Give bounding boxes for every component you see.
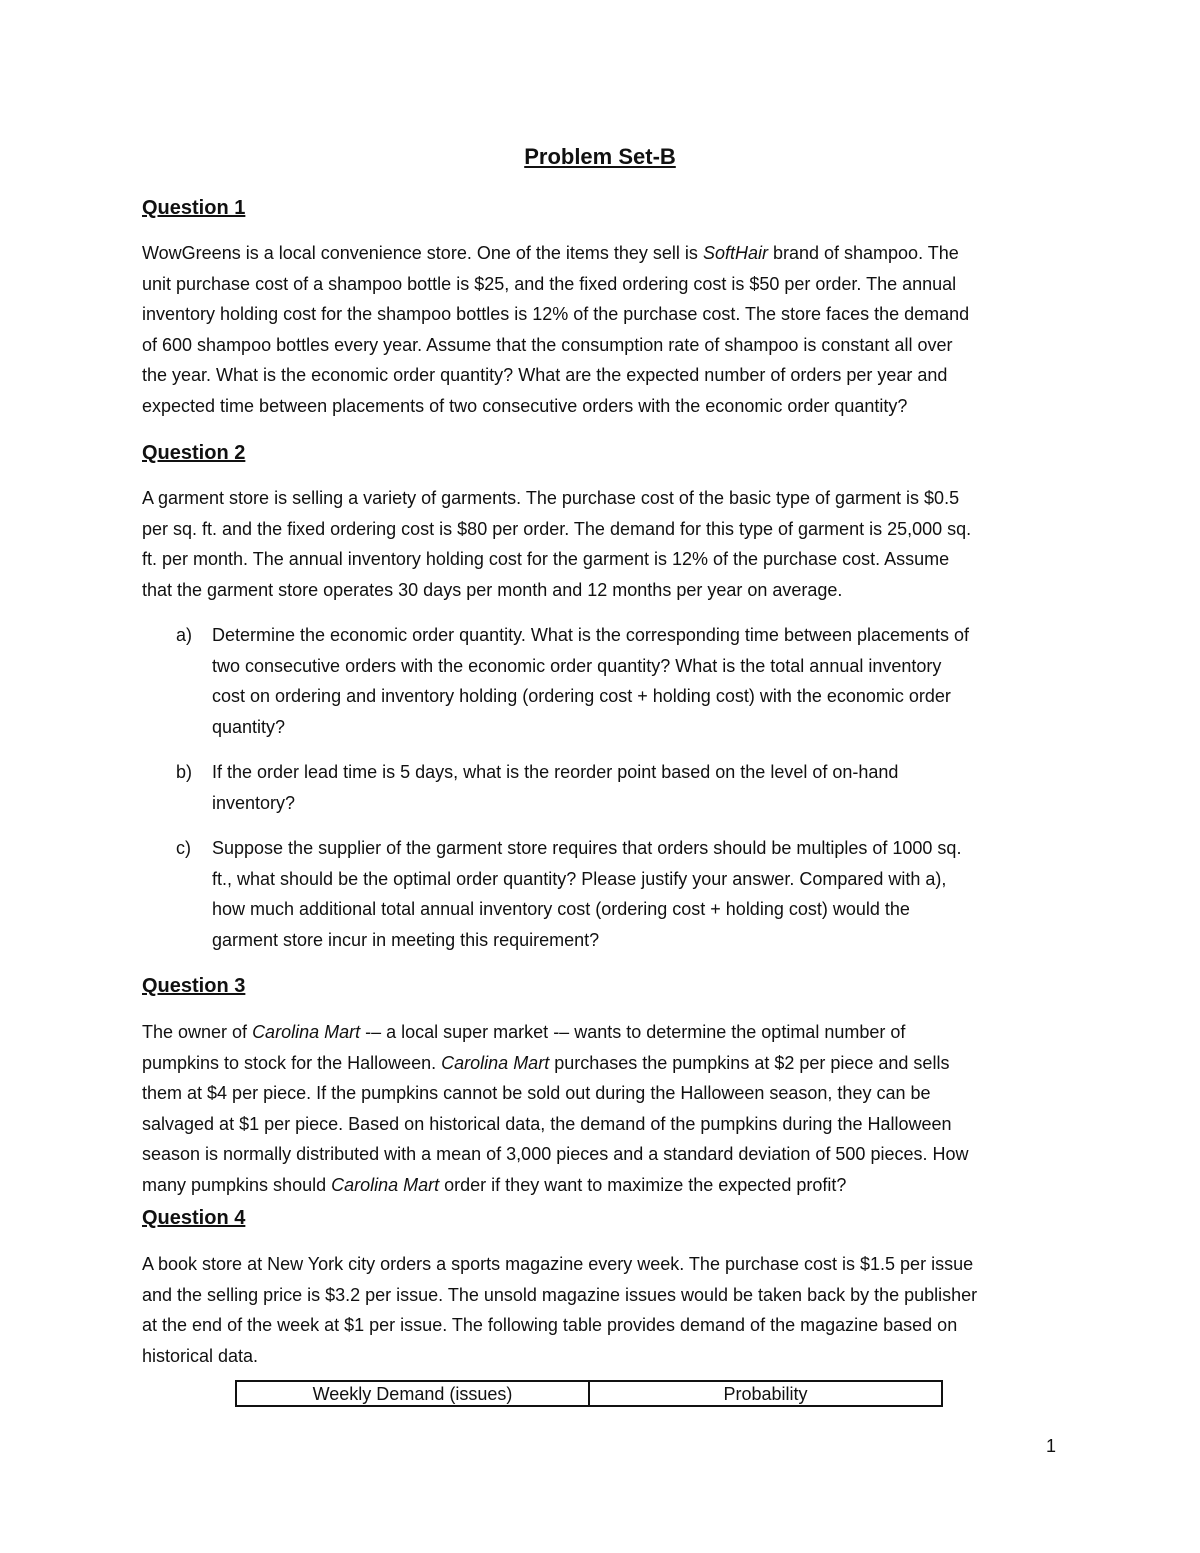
question-3-line: pumpkins to stock for the Halloween. Carolina Mart purchases the pumpkins at $2 per piece and sells — [142, 1052, 950, 1073]
question-1-line: unit purchase cost of a shampoo bottle is $25, and the fixed ordering cost is $50 per order. The annual — [142, 273, 957, 294]
item-line: cost on ordering and inventory holding (ordering cost + holding cost) with the economic order — [212, 686, 951, 707]
item-line: Determine the economic order quantity. What is the corresponding time between placements of — [212, 625, 970, 645]
question-4-line: at the end of the week at $1 per issue. The following table provides demand of the magazine based on — [142, 1315, 958, 1336]
question-2-line: that the garment store operates 30 days per month and 12 months per year on average. — [142, 579, 843, 600]
question-3-line: season is normally distributed with a mean of 3,000 pieces and a standard deviation of 500 pieces. How — [142, 1144, 969, 1165]
item-label: c) — [176, 838, 191, 858]
question-1-text — [142, 238, 969, 422]
question-3-line: many pumpkins should Carolina Mart order if they want to maximize the expected profit? — [142, 1174, 847, 1195]
table-header-weekly-demand: Weekly Demand (issues) — [312, 1384, 513, 1404]
question-2-heading: Question 2 — [142, 442, 246, 464]
question-3-line: them at $4 per piece. If the pumpkins cannot be sold out during the Halloween season, they can be — [142, 1083, 931, 1104]
question-4-line: A book store at New York city orders a sports magazine every week. The purchase cost is $1.5 per issue — [142, 1254, 974, 1274]
item-line: If the order lead time is 5 days, what is the reorder point based on the level of on-hand — [212, 762, 899, 782]
item-line: two consecutive orders with the economic order quantity? What is the total annual inventory — [212, 655, 942, 676]
item-line: Suppose the supplier of the garment store requires that orders should be multiples of 1000 sq. — [212, 838, 962, 858]
demand-table — [235, 1380, 943, 1407]
question-1-line: the year. What is the economic order quantity? What are the expected number of orders per year and — [142, 365, 948, 386]
item-line: garment store incur in meeting this requirement? — [212, 929, 600, 950]
question-3-text — [142, 1017, 969, 1201]
page-title: Problem Set-B — [524, 144, 676, 169]
item-line: inventory? — [212, 792, 296, 813]
question-3-heading: Question 3 — [142, 975, 246, 997]
question-4-text — [142, 1249, 977, 1371]
question-1-line: expected time between placements of two consecutive orders with the economic order quantity? — [142, 395, 908, 416]
question-1-line: WowGreens is a local convenience store. One of the items they sell is SoftHair brand of shampoo. The — [142, 243, 959, 263]
question-2-line: A garment store is selling a variety of garments. The purchase cost of the basic type of garment is $0.5 — [142, 488, 960, 508]
question-2-line: per sq. ft. and the fixed ordering cost is $80 per order. The demand for this type of garment is 25,000 sq. — [142, 518, 972, 539]
item-label: b) — [176, 762, 193, 782]
item-text — [212, 757, 898, 818]
question-3-line: The owner of Carolina Mart -– a local super market -– wants to determine the optimal number of — [142, 1022, 906, 1042]
question-2-text — [142, 483, 971, 605]
question-4-heading: Question 4 — [142, 1207, 246, 1229]
question-4-line: historical data. — [142, 1345, 259, 1366]
item-text — [212, 620, 969, 742]
question-4-line: and the selling price is $3.2 per issue. The unsold magazine issues would be taken back by the publisher — [142, 1284, 978, 1305]
page-number: 1 — [1046, 1436, 1057, 1456]
question-3-line: salvaged at $1 per piece. Based on historical data, the demand of the pumpkins during the Halloween — [142, 1113, 952, 1134]
item-line: ft., what should be the optimal order quantity? Please justify your answer. Compared with a), — [212, 868, 947, 889]
item-line: quantity? — [212, 716, 286, 737]
question-1-heading: Question 1 — [142, 197, 246, 219]
item-text — [212, 833, 961, 955]
item-line: how much additional total annual inventory cost (ordering cost + holding cost) would the — [212, 899, 910, 920]
item-label: a) — [176, 625, 193, 645]
question-2-line: ft. per month. The annual inventory holding cost for the garment is 12% of the purchase cost. Assume — [142, 549, 950, 570]
question-1-line: of 600 shampoo bottles every year. Assume that the consumption rate of shampoo is constant all over — [142, 334, 953, 355]
question-1-line: inventory holding cost for the shampoo bottles is 12% of the purchase cost. The store faces the demand — [142, 304, 970, 325]
table-header-probability: Probability — [588, 1382, 941, 1405]
